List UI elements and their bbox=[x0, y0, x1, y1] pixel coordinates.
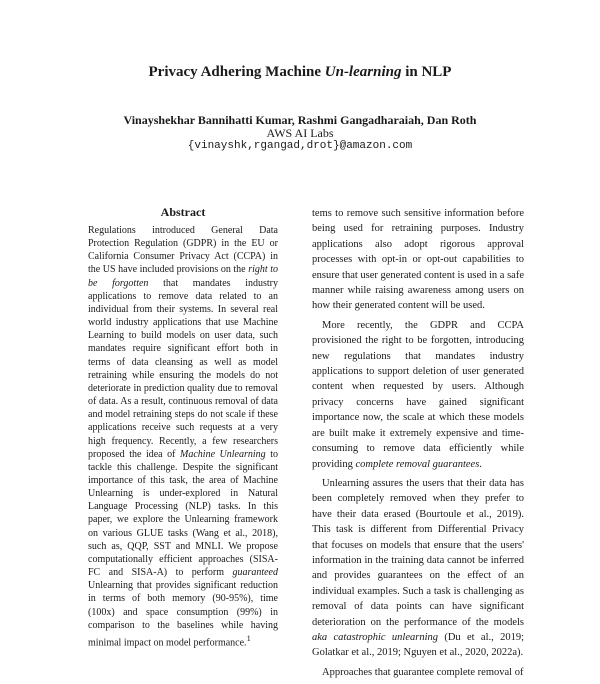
paragraph-2-text: More recently, the GDPR and CCPA provisioned the right to be forgotten, introducing new regulations that mandates industry applications to support deletion of user generated content when requested by users. Although privacy concerns have gained significant importance now, the scale at which these models are built make it extremely expensive and time-consuming to remove data efficiently while providing bbox=[312, 319, 524, 470]
abstract-text-1: Regulations introduced General Data Protection Regulation (GDPR) in the EU or California Consumer Privacy Act (CCPA) in the US have included provisions on the bbox=[88, 225, 278, 276]
paragraph-1: tems to remove such sensitive information before being used for retraining purposes. Industry applications also adopt rigorous approval processes with opt-in or opt-out capabilities to ensure that user generated content is used in a safe manner while raising awareness among users on how their generated content will be used. bbox=[312, 208, 524, 312]
abstract-heading: Abstract bbox=[160, 205, 206, 219]
paragraph-3-end: (Du et al., 2019; Golatkar et al., 2019; Nguyen et al., 2020, 2022a). bbox=[312, 631, 524, 659]
footnote-mark: 1 bbox=[246, 633, 251, 643]
author-list: Vinayshekhar Bannihatti Kumar, Rashmi Gangadharaiah, Dan Roth bbox=[123, 113, 477, 127]
abstract-text-4: Unlearning that provides significant reduction in terms of both memory (90-95%), time (100x) and space consumption (99%) in comparison to the baselines while having minimal impact on model performance. bbox=[88, 580, 278, 649]
title-part-2: Un-learning bbox=[324, 64, 402, 80]
abstract-text-3: to tackle this challenge. Despite the significant importance of this task, the area of Machine Unlearning is under-explored in Natural Language Processing (NLP) tasks. In this paper, we explore the Unlearning framework on various GLUE tasks (Wang et al., 2018), such as, QQP, SST and MNLI. We propose computationally efficient approaches (SISA-FC and SISA-A) to perform bbox=[88, 448, 278, 579]
paragraph-3 bbox=[312, 476, 524, 661]
abstract-emphasis-2: Machine Unlearning bbox=[180, 448, 266, 460]
paragraph-4: Approaches that guarantee complete removal of bbox=[322, 666, 524, 678]
abstract-body bbox=[88, 224, 278, 649]
title-part-3: in NLP bbox=[401, 64, 452, 80]
paper-title bbox=[0, 64, 600, 81]
right-column bbox=[312, 206, 524, 684]
paragraph-2-end: . bbox=[479, 458, 482, 470]
title-part-1: Privacy Adhering Machine bbox=[148, 64, 325, 80]
paragraph-2 bbox=[312, 318, 524, 472]
paragraph-3-text: Unlearning assures the users that their data has been completely removed when they prefer to have their data erased (Bourtoule et al., 2019). This task is different from Differential Privacy that focuses on models that ensure that the users' information in the training data cannot be inferred and provides guarantees on the effect of an individual examples. Such a task is challenging as removal of data points can have significant deterioration on the performance of the models bbox=[312, 477, 524, 628]
affiliation: AWS AI Labs bbox=[266, 126, 334, 140]
author-emails: {vinayshk,rgangad,drot}@amazon.com bbox=[187, 140, 413, 152]
abstract-text-2: that mandates industry applications to remove data related to an individual from their systems. In several real world industry applications that use Machine Learning to build models on user data, such mandates require significant effort both in terms of data cleansing as well as model retraining while ensuring the models do not deteriorate in prediction quality due to removal of data. As a result, continuous removal of data and model retraining steps do not scale if these applications receive such requests at a very high frequency. Recently, a few researchers proposed the idea of bbox=[88, 277, 278, 460]
abstract-emphasis-1: right to be forgotten bbox=[88, 264, 278, 289]
paragraph-2-emphasis: complete removal guarantees bbox=[355, 458, 480, 470]
abstract-emphasis-3: guaranteed bbox=[232, 567, 278, 579]
paragraph-3-emphasis: aka catastrophic unlearning bbox=[312, 631, 439, 643]
